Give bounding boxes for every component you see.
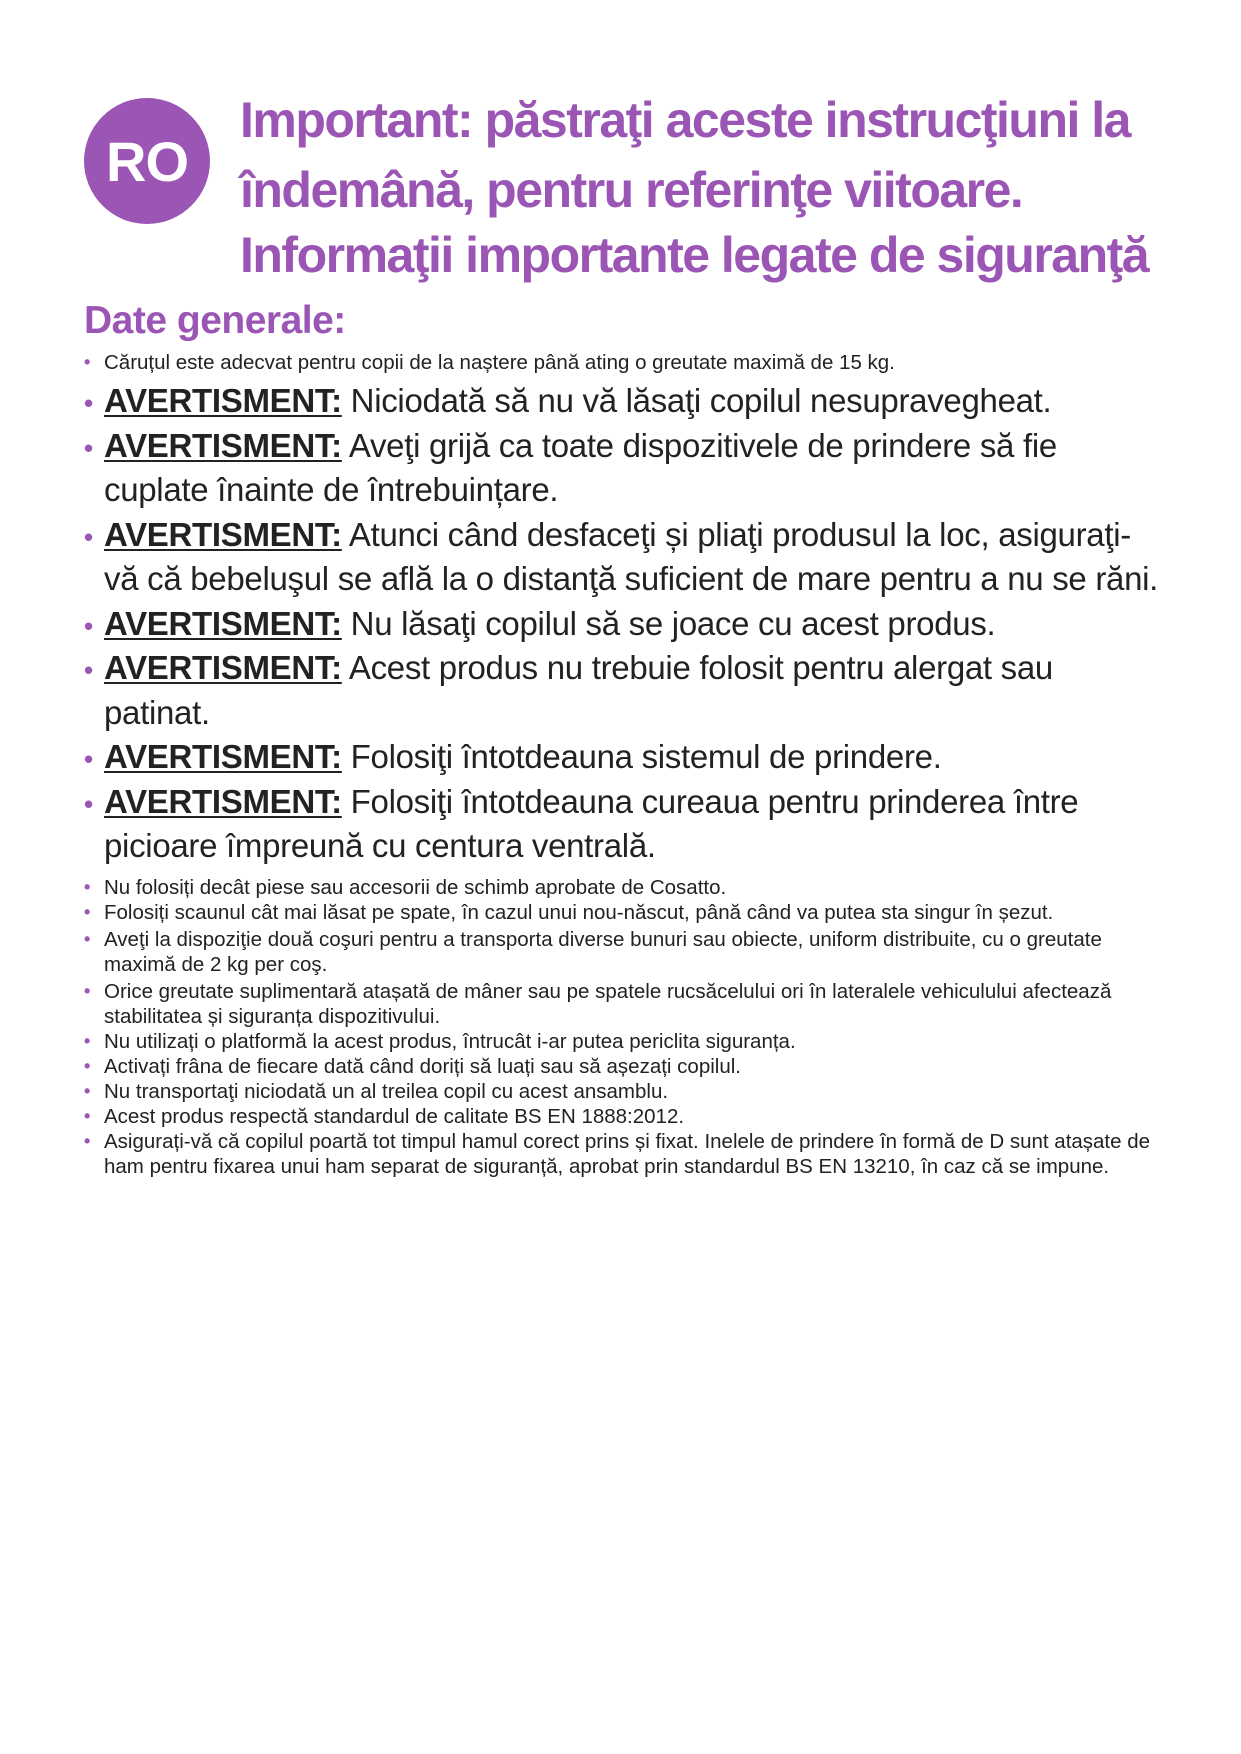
item-text: Nu lăsaţi copilul să se joace cu acest produs. — [350, 604, 996, 642]
item-text: Niciodată să nu vă lăsaţi copilul nesupravegheat. — [350, 382, 1052, 419]
item-text: Nu utilizați o platformă la acest produs, întrucât i-ar putea periclita siguranța. — [104, 1029, 796, 1053]
page-title — [240, 84, 1200, 286]
bullet-icon: • — [84, 1030, 91, 1051]
item-text: Activați frâna de fiecare dată când doriți să luați sau să așezați copilul. — [104, 1054, 741, 1078]
list-item — [84, 350, 1164, 375]
list-item — [84, 1104, 1164, 1129]
language-badge: RO — [84, 98, 210, 224]
warning-label: AVERTISMENT: — [104, 426, 342, 464]
list-item — [84, 1079, 1164, 1104]
item-text: Folosiţi întotdeauna sistemul de prindere. — [350, 738, 942, 775]
warning-item — [84, 424, 1164, 513]
bullet-icon: • — [84, 432, 93, 463]
title-line: Informaţii importante legate de siguranţă — [240, 227, 1149, 283]
bullet-icon: • — [84, 388, 93, 418]
item-text: Aveţi grijă ca toate dispozitivele de prindere să fie cuplate înainte de întrebuințare. — [104, 426, 1057, 508]
bullet-icon: • — [84, 521, 93, 552]
bullet-icon: • — [84, 1080, 91, 1101]
warning-label: AVERTISMENT: — [104, 604, 342, 642]
item-text: Folosiți scaunul cât mai lăsat pe spate, în cazul unui nou-născut, până când va putea sta singur în șezut. — [104, 900, 1054, 924]
warning-label: AVERTISMENT: — [104, 382, 342, 419]
bullet-icon: • — [84, 610, 93, 641]
list-item — [84, 1029, 1164, 1054]
title-line: îndemână, pentru referinţe viitoare. — [240, 162, 1023, 218]
warning-label: AVERTISMENT: — [104, 782, 342, 820]
title-line: Important: păstraţi aceste instrucţiuni la — [240, 92, 1130, 148]
bullet-icon: • — [84, 1105, 91, 1126]
item-text: Aveţi la dispoziţie două coşuri pentru a transporta diverse bunuri sau obiecte, uniform distribuite, cu o greutate maximă de 2 kg per coş. — [104, 927, 1102, 976]
list-item — [84, 900, 1164, 925]
bullet-icon: • — [84, 744, 93, 774]
bullet-icon: • — [84, 655, 93, 685]
bullet-icon: • — [84, 876, 91, 897]
bullet-icon: • — [84, 1130, 91, 1151]
warning-label: AVERTISMENT: — [104, 649, 342, 686]
item-text: Asigurați-vă că copilul poartă tot timpul hamul corect prins și fixat. Inelele de prindere în formă de D sunt atașate de ham pentru fixarea unui ham separat de siguranță, aprobat prin standardul BS EN 13210, în caz că se impune. — [104, 1129, 1151, 1178]
list-item — [84, 979, 1164, 1029]
list-item — [84, 1129, 1164, 1179]
bullet-icon: • — [84, 788, 93, 819]
list-item — [84, 927, 1164, 977]
item-text: Atunci când desfaceţi și pliaţi produsul la loc, asiguraţi-vă că bebeluşul se află la o distanţă suficient de mare pentru a nu se răni. — [104, 515, 1159, 597]
bullet-icon: • — [84, 901, 91, 922]
item-text: Orice greutate suplimentară atașată de mâner sau pe spatele rucsăcelului ori în lateralele vehiculului afectează stabilitatea și siguranța dispozitivului. — [104, 979, 1112, 1028]
safety-list — [84, 350, 1164, 1179]
warning-label: AVERTISMENT: — [104, 515, 342, 553]
item-text: Nu folosiți decât piese sau accesorii de schimb aprobate de Cosatto. — [104, 875, 727, 899]
warning-item — [84, 780, 1164, 869]
list-item — [84, 875, 1164, 900]
warning-item — [84, 379, 1164, 424]
section-heading: Date generale: — [84, 299, 346, 342]
warning-label: AVERTISMENT: — [104, 738, 342, 775]
item-text: Acest produs respectă standardul de calitate BS EN 1888:2012. — [104, 1104, 685, 1128]
item-text: Nu transportaţi niciodată un al treilea copil cu acest ansamblu. — [104, 1079, 669, 1103]
list-item — [84, 1054, 1164, 1079]
item-text: Folosiţi întotdeauna cureaua pentru prinderea între picioare împreună cu centura ventrală. — [104, 782, 1079, 864]
bullet-icon: • — [84, 928, 91, 949]
warning-item — [84, 602, 1164, 647]
bullet-icon: • — [84, 980, 91, 1001]
warning-item — [84, 513, 1164, 602]
warning-item — [84, 646, 1164, 735]
warning-item — [84, 735, 1164, 780]
item-text: Acest produs nu trebuie folosit pentru alergat sau patinat. — [104, 649, 1053, 731]
bullet-icon: • — [84, 1055, 91, 1076]
bullet-icon: • — [84, 352, 91, 372]
item-text: Căruțul este adecvat pentru copii de la naștere până ating o greutate maximă de 15 kg. — [104, 351, 895, 374]
